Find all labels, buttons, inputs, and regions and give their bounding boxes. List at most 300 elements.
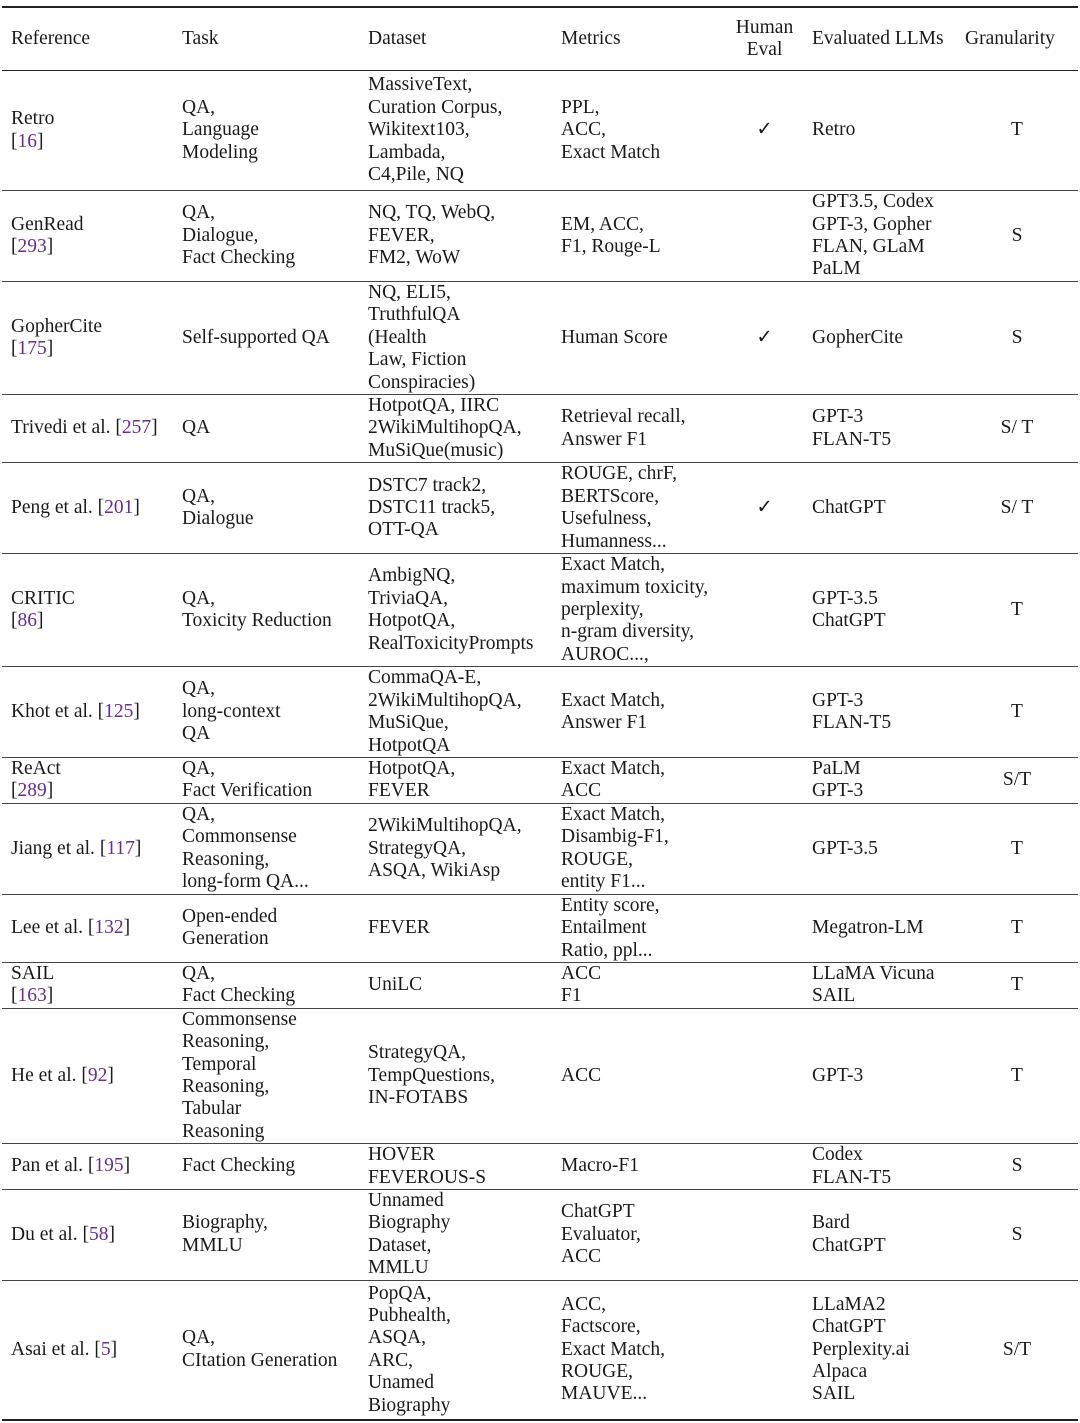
metrics-line: MAUVE...: [561, 1383, 648, 1405]
reference-cell: [2, 1144, 173, 1190]
evaluated-llms-cell: [803, 962, 956, 1008]
citation-number[interactable]: 201: [104, 497, 134, 519]
metrics-line: ACC: [561, 780, 602, 802]
task-line: Reasoning,: [182, 848, 270, 870]
metrics-line: ChatGPT: [561, 1201, 635, 1223]
granularity-cell: S/ T: [1000, 497, 1034, 519]
evaluated-llms-cell: [803, 803, 956, 894]
task-cell: [173, 962, 359, 1008]
dataset-cell: [359, 395, 552, 463]
llm-line: Megatron-LM: [812, 917, 924, 939]
dataset-cell: [359, 803, 552, 894]
task-line: Fact Checking: [182, 985, 296, 1007]
llm-line: GopherCite: [812, 326, 903, 348]
task-line: QA,: [182, 678, 216, 700]
llm-line: SAIL: [812, 1383, 856, 1405]
metrics-line: Ratio, ppl...: [561, 939, 653, 961]
dataset-cell: [359, 894, 552, 962]
metrics-cell: [552, 463, 726, 554]
llm-line: FLAN-T5: [812, 428, 892, 450]
human-eval-cell: [726, 1008, 803, 1143]
metrics-line: F1: [561, 985, 582, 1007]
human-eval-cell: [726, 71, 803, 191]
metrics-line: perplexity,: [561, 599, 644, 621]
metrics-cell: [552, 554, 726, 667]
llm-line: PaLM: [812, 757, 861, 779]
reference-name: Peng et al.: [11, 497, 93, 519]
llm-line: PaLM: [812, 258, 861, 280]
dataset-line: DSTC11 track5,: [368, 497, 496, 519]
metrics-line: Factscore,: [561, 1316, 641, 1338]
check-mark-icon: ✓: [756, 326, 773, 348]
evaluated-llms-cell: [803, 757, 956, 803]
llm-line: FLAN, GLaM: [812, 236, 925, 257]
dataset-line: 2WikiMultihopQA,: [368, 689, 522, 711]
metrics-line: entity F1...: [561, 871, 646, 893]
table-row: [2, 1190, 1078, 1281]
human-eval-header-line: Eval: [746, 39, 783, 60]
dataset-cell: [359, 71, 552, 191]
dataset-line: FEVER,: [368, 224, 435, 246]
human-eval-cell: [726, 1280, 803, 1420]
citation-link[interactable]: [195]: [87, 1155, 131, 1177]
dataset-line: HOVER: [368, 1144, 436, 1166]
task-line: Temporal: [182, 1053, 257, 1075]
table-row: [2, 395, 1078, 463]
reference-name: Trivedi et al.: [11, 417, 111, 439]
task-line: QA,: [182, 803, 216, 825]
dataset-line: HotpotQA: [368, 734, 451, 756]
metrics-line: BERTScore,: [561, 485, 659, 507]
citation-number[interactable]: 163: [17, 985, 47, 1007]
evaluated-llms-cell: [803, 1280, 956, 1420]
task-line: CItation Generation: [182, 1349, 338, 1371]
table-row: [2, 757, 1078, 803]
task-cell: [173, 1008, 359, 1143]
table-row: [2, 667, 1078, 758]
evaluated-llms-cell: [803, 463, 956, 554]
metrics-line: AUROC...,: [561, 643, 649, 665]
metrics-line: Evaluator,: [561, 1223, 641, 1245]
human-eval-cell: [726, 282, 803, 395]
citation-link[interactable]: [5]: [94, 1338, 118, 1360]
citation-link[interactable]: [86]: [11, 610, 44, 632]
column-header-granularity: Granularity: [956, 7, 1078, 71]
citation-link[interactable]: [175]: [11, 338, 54, 360]
dataset-line: 2WikiMultihopQA,: [368, 815, 522, 837]
citation-link[interactable]: [117]: [99, 837, 142, 859]
evaluated-llms-cell: [803, 395, 956, 463]
metrics-line: Macro-F1: [561, 1155, 639, 1177]
evaluated-llms-cell: [803, 282, 956, 395]
metrics-line: Exact Match,: [561, 803, 665, 825]
task-line: Reasoning,: [182, 1031, 270, 1053]
table-row: [2, 1280, 1078, 1420]
dataset-line: Unamed: [368, 1372, 435, 1394]
reference-name: Retro: [11, 108, 55, 130]
citation-link[interactable]: [201]: [97, 497, 140, 519]
granularity-cell: S/ T: [1000, 417, 1034, 439]
table-row: [2, 191, 1078, 282]
dataset-line: ASQA, WikiAsp: [368, 859, 501, 881]
citation-number[interactable]: 257: [121, 417, 152, 439]
llm-line: LLaMA Vicuna: [812, 962, 935, 984]
metrics-line: ROUGE, chrF,: [561, 463, 677, 485]
citation-link[interactable]: [16]: [11, 130, 44, 152]
granularity-cell: T: [1011, 1064, 1023, 1086]
dataset-line: MuSiQue(music): [368, 439, 504, 461]
citation-link[interactable]: [293]: [11, 236, 54, 257]
citation-number[interactable]: 117: [106, 837, 135, 859]
dataset-cell: [359, 191, 552, 282]
task-line: Generation: [182, 928, 269, 950]
reference-cell: [2, 667, 173, 758]
reference-cell: [2, 962, 173, 1008]
metrics-line: ACC,: [561, 1293, 606, 1315]
table-row: [2, 1144, 1078, 1190]
human-eval-cell: [726, 463, 803, 554]
llm-line: Perplexity.ai: [812, 1338, 910, 1360]
citation-number[interactable]: 5: [100, 1338, 111, 1360]
evaluated-llms-cell: [803, 554, 956, 667]
task-line: Fact Checking: [182, 247, 296, 269]
dataset-line: MassiveText,: [368, 74, 473, 96]
citation-number[interactable]: 175: [17, 338, 47, 360]
task-line: QA,: [182, 96, 216, 118]
citation-link[interactable]: [58]: [82, 1223, 115, 1245]
reference-name: CRITIC: [11, 587, 75, 609]
human-eval-cell: [726, 554, 803, 667]
task-line: QA,: [182, 757, 216, 779]
metrics-line: n-gram diversity,: [561, 621, 695, 643]
task-line: Reasoning,: [182, 1075, 270, 1097]
llm-line: GPT-3: [812, 406, 864, 428]
dataset-line: CommaQA-E,: [368, 667, 482, 689]
dataset-line: OTT-QA: [368, 519, 439, 541]
citation-link[interactable]: [125]: [97, 700, 140, 722]
task-cell: [173, 667, 359, 758]
citation-link[interactable]: [257]: [115, 417, 158, 439]
dataset-line: MMLU: [368, 1257, 429, 1279]
llm-line: FLAN-T5: [812, 1166, 892, 1188]
dataset-cell: [359, 1008, 552, 1143]
reference-cell: [2, 71, 173, 191]
table-row: [2, 282, 1078, 395]
table-row: [2, 803, 1078, 894]
table-header: [2, 7, 1078, 71]
granularity-cell: S: [1011, 326, 1023, 348]
task-cell: [173, 1190, 359, 1281]
human-eval-cell: [726, 395, 803, 463]
llm-line: SAIL: [812, 985, 856, 1007]
reference-cell: [2, 554, 173, 667]
dataset-line: HotpotQA, IIRC: [368, 395, 500, 417]
task-cell: [173, 803, 359, 894]
task-line: Toxicity Reduction: [182, 610, 332, 632]
citation-number[interactable]: 125: [104, 700, 134, 722]
llm-line: GPT-3.5: [812, 587, 878, 609]
llm-line: ChatGPT: [812, 610, 886, 632]
dataset-line: UniLC: [368, 974, 423, 996]
metrics-cell: [552, 395, 726, 463]
metrics-cell: [552, 962, 726, 1008]
granularity-cell: T: [1011, 700, 1023, 722]
column-header-reference: Reference: [2, 7, 173, 71]
dataset-line: TempQuestions,: [368, 1064, 495, 1086]
llm-line: GPT-3: [812, 780, 864, 802]
check-mark-icon: ✓: [756, 119, 773, 141]
task-line: Fact Verification: [182, 780, 313, 802]
granularity-cell: T: [1011, 599, 1023, 621]
table-row: [2, 1008, 1078, 1143]
llm-line: Retro: [812, 119, 856, 141]
dataset-line: Pubhealth,: [368, 1305, 451, 1327]
dataset-line: Conspiracies): [368, 371, 476, 393]
table-row: [2, 554, 1078, 667]
citation-link[interactable]: [132]: [87, 917, 131, 939]
table-row: [2, 962, 1078, 1008]
comparison-table: [2, 6, 1078, 1421]
citation-number[interactable]: 293: [17, 236, 47, 257]
metrics-line: ACC: [561, 1246, 602, 1268]
metrics-cell: [552, 1008, 726, 1143]
metrics-line: Retrieval recall,: [561, 406, 686, 428]
metrics-cell: [552, 1144, 726, 1190]
llm-line: GPT3.5, Codex: [812, 191, 934, 213]
metrics-cell: [552, 757, 726, 803]
metrics-line: Answer F1: [561, 428, 648, 450]
metrics-line: F1, Rouge-L: [561, 236, 661, 257]
dataset-line: Biography: [368, 1212, 451, 1234]
metrics-line: Exact Match,: [561, 1338, 665, 1360]
granularity-cell: T: [1011, 837, 1023, 859]
task-line: QA,: [182, 485, 216, 507]
task-cell: [173, 71, 359, 191]
dataset-line: (Health: [368, 326, 427, 348]
evaluated-llms-cell: [803, 71, 956, 191]
llm-line: ChatGPT: [812, 497, 886, 519]
citation-number[interactable]: 289: [17, 780, 47, 802]
citation-number[interactable]: 16: [17, 130, 37, 152]
column-header-human-eval: [726, 7, 803, 71]
reference-cell: [2, 463, 173, 554]
task-line: QA,: [182, 202, 216, 224]
task-cell: [173, 191, 359, 282]
metrics-cell: [552, 803, 726, 894]
citation-link[interactable]: [289]: [11, 780, 54, 802]
dataset-cell: [359, 463, 552, 554]
dataset-line: NQ, TQ, WebQ,: [368, 202, 496, 224]
human-eval-cell: [726, 1144, 803, 1190]
dataset-line: Curation Corpus,: [368, 96, 503, 118]
check-mark-icon: ✓: [756, 497, 773, 519]
task-line: Tabular: [182, 1098, 242, 1120]
metrics-line: Exact Match,: [561, 554, 665, 576]
llm-line: ChatGPT: [812, 1234, 886, 1256]
llm-line: GPT-3: [812, 1064, 864, 1086]
metrics-line: Human Score: [561, 326, 668, 348]
reference-cell: [2, 894, 173, 962]
human-eval-cell: [726, 803, 803, 894]
reference-name: Du et al.: [11, 1223, 78, 1245]
reference-name: Pan et al.: [11, 1155, 84, 1177]
metrics-cell: [552, 191, 726, 282]
task-line: Open-ended: [182, 905, 278, 927]
granularity-cell: T: [1011, 974, 1023, 996]
metrics-line: Humanness...: [561, 530, 667, 552]
reference-cell: [2, 1190, 173, 1281]
task-line: Commonsense: [182, 826, 297, 848]
task-cell: [173, 463, 359, 554]
task-line: Dialogue: [182, 508, 254, 530]
metrics-line: Usefulness,: [561, 508, 652, 530]
task-line: Commonsense: [182, 1008, 297, 1030]
llm-line: Codex: [812, 1144, 863, 1166]
table-row: [2, 894, 1078, 962]
metrics-line: ROUGE,: [561, 1361, 634, 1383]
granularity-cell: S/T: [1002, 769, 1032, 791]
column-header-task: Task: [173, 7, 359, 71]
dataset-line: Dataset,: [368, 1234, 432, 1256]
dataset-line: Biography: [368, 1394, 451, 1416]
task-line: MMLU: [182, 1234, 243, 1256]
dataset-line: StrategyQA,: [368, 1042, 467, 1064]
evaluated-llms-cell: [803, 1190, 956, 1281]
reference-name: Lee et al.: [11, 917, 83, 939]
task-line: Reasoning: [182, 1120, 265, 1142]
granularity-cell: S: [1011, 224, 1023, 246]
llm-line: ChatGPT: [812, 1316, 886, 1338]
metrics-line: Entity score,: [561, 894, 660, 916]
metrics-line: EM, ACC,: [561, 213, 644, 235]
dataset-line: PopQA,: [368, 1282, 432, 1304]
citation-link[interactable]: [92]: [81, 1064, 114, 1086]
dataset-line: FM2, WoW: [368, 247, 461, 269]
dataset-line: Wikitext103,: [368, 119, 470, 141]
dataset-line: Lambada,: [368, 141, 446, 163]
table-row: [2, 463, 1078, 554]
granularity-cell: T: [1011, 119, 1023, 141]
task-cell: [173, 1280, 359, 1420]
task-line: Self-supported QA: [182, 326, 330, 348]
granularity-cell: S: [1011, 1155, 1023, 1177]
dataset-cell: [359, 962, 552, 1008]
dataset-line: RealToxicityPrompts: [368, 632, 534, 654]
llm-line: Alpaca: [812, 1361, 868, 1383]
evaluated-llms-cell: [803, 191, 956, 282]
table-body: [2, 71, 1078, 1421]
evaluated-llms-cell: [803, 894, 956, 962]
evaluated-llms-cell: [803, 667, 956, 758]
task-line: QA,: [182, 962, 216, 984]
human-eval-header-line: Human: [735, 16, 794, 38]
citation-link[interactable]: [163]: [11, 985, 54, 1007]
dataset-cell: [359, 554, 552, 667]
human-eval-cell: [726, 1190, 803, 1281]
task-line: Language: [182, 119, 259, 141]
task-line: QA: [182, 723, 211, 745]
dataset-line: HotpotQA,: [368, 610, 456, 632]
citation-number[interactable]: 132: [94, 917, 124, 939]
reference-name: He et al.: [11, 1064, 77, 1086]
metrics-cell: [552, 1280, 726, 1420]
reference-name: Jiang et al.: [11, 837, 95, 859]
metrics-line: Disambig-F1,: [561, 826, 669, 848]
reference-name: ReAct: [11, 757, 61, 779]
column-header-metrics: Metrics: [552, 7, 726, 71]
dataset-line: C4,Pile, NQ: [368, 164, 464, 186]
dataset-line: HotpotQA,: [368, 757, 456, 779]
metrics-line: ROUGE,: [561, 848, 634, 870]
metrics-line: ACC: [561, 1064, 602, 1086]
task-cell: [173, 395, 359, 463]
task-cell: [173, 757, 359, 803]
dataset-line: FEVER: [368, 917, 430, 939]
reference-cell: [2, 803, 173, 894]
llm-line: Bard: [812, 1212, 850, 1234]
metrics-cell: [552, 282, 726, 395]
dataset-cell: [359, 1190, 552, 1281]
human-eval-cell: [726, 757, 803, 803]
llm-line: FLAN-T5: [812, 712, 892, 734]
dataset-line: NQ, ELI5,: [368, 282, 451, 303]
metrics-line: Exact Match,: [561, 757, 665, 779]
dataset-line: StrategyQA,: [368, 837, 467, 859]
granularity-cell: T: [1011, 917, 1023, 939]
task-line: QA,: [182, 587, 216, 609]
dataset-line: TruthfulQA: [368, 304, 461, 326]
citation-number[interactable]: 92: [87, 1064, 108, 1086]
dataset-cell: [359, 757, 552, 803]
dataset-line: AmbigNQ,: [368, 565, 456, 587]
dataset-cell: [359, 1144, 552, 1190]
reference-cell: [2, 395, 173, 463]
citation-number[interactable]: 195: [94, 1155, 124, 1177]
task-line: Fact Checking: [182, 1155, 296, 1177]
reference-name: SAIL: [11, 962, 55, 984]
citation-number[interactable]: 86: [17, 610, 37, 632]
human-eval-cell: [726, 894, 803, 962]
dataset-line: MuSiQue,: [368, 712, 449, 734]
citation-number[interactable]: 58: [88, 1223, 109, 1245]
task-cell: [173, 282, 359, 395]
dataset-line: 2WikiMultihopQA,: [368, 417, 522, 439]
metrics-cell: [552, 894, 726, 962]
metrics-line: ACC: [561, 962, 602, 984]
dataset-line: IN-FOTABS: [368, 1087, 469, 1109]
metrics-line: ACC,: [561, 119, 606, 141]
task-line: QA,: [182, 1327, 216, 1349]
reference-name: GopherCite: [11, 315, 102, 337]
task-cell: [173, 1144, 359, 1190]
task-cell: [173, 554, 359, 667]
task-line: Dialogue,: [182, 224, 259, 246]
dataset-cell: [359, 282, 552, 395]
reference-cell: [2, 1008, 173, 1143]
human-eval-cell: [726, 191, 803, 282]
dataset-line: DSTC7 track2,: [368, 474, 487, 496]
metrics-cell: [552, 667, 726, 758]
llm-line: GPT-3: [812, 689, 864, 711]
dataset-line: ARC,: [368, 1349, 413, 1371]
metrics-line: Answer F1: [561, 712, 648, 734]
human-eval-cell: [726, 667, 803, 758]
reference-cell: [2, 282, 173, 395]
evaluated-llms-cell: [803, 1008, 956, 1143]
dataset-cell: [359, 1280, 552, 1420]
table-row: [2, 71, 1078, 191]
metrics-line: Exact Match: [561, 141, 661, 163]
